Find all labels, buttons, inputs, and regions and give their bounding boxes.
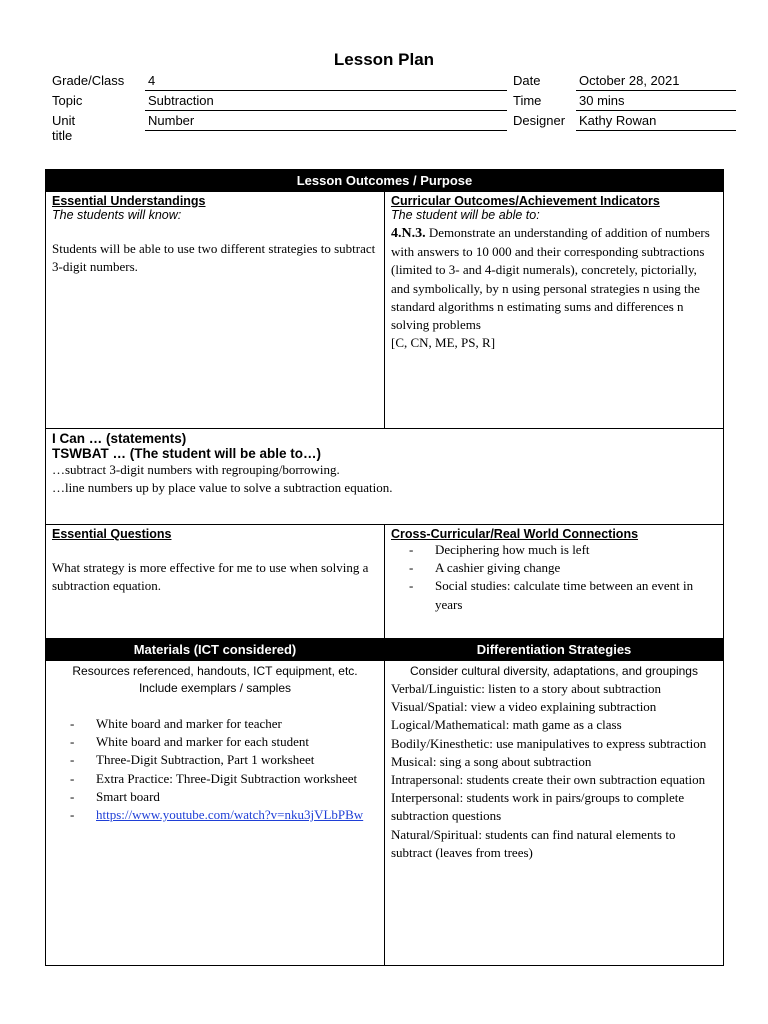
list-item: Visual/Spatial: view a video explaining subtraction	[391, 699, 657, 715]
list-item: Natural/Spiritual: students can find natural elements to subtract (leaves from trees)	[391, 826, 676, 860]
youtube-link[interactable]: https://www.youtube.com/watch?v=nku3jVLbPBw	[96, 807, 364, 823]
i-can-cell	[46, 429, 724, 525]
eq-heading: Essential Questions	[52, 527, 172, 541]
list-item: Interpersonal: students work in pairs/groups to complete subtraction questions	[391, 790, 685, 824]
date-value: October 28, 2021	[576, 73, 736, 91]
list-item: - Three-Digit Subtraction, Part 1 worksheet	[70, 751, 378, 769]
co-code: 4.N.3.	[391, 226, 426, 241]
materials-list	[52, 715, 378, 824]
eq-text: What strategy is more effective for me to use when solving a subtraction equation.	[52, 560, 369, 594]
co-intro: The student will be able to:	[391, 208, 540, 222]
date-label: Date	[513, 73, 541, 88]
list-item: - Deciphering how much is left	[409, 541, 717, 559]
connections-heading: Cross-Curricular/Real World Connections	[391, 527, 639, 541]
materials-heading: Materials (ICT considered)	[46, 639, 385, 661]
differentiation-note: Consider cultural diversity, adaptations, and groupings	[410, 664, 698, 678]
curricular-outcomes-cell	[385, 192, 724, 429]
i-can-line1: I Can … (statements)	[52, 431, 187, 446]
eu-text: Students will be able to use two different strategies to subtract 3-digit numbers.	[52, 241, 376, 275]
i-can-line2: TSWBAT … (The student will be able to…)	[52, 446, 321, 461]
eu-intro: The students will know:	[52, 208, 182, 222]
outcomes-heading: Lesson Outcomes / Purpose	[46, 170, 724, 192]
time-label: Time	[513, 93, 542, 108]
co-heading: Curricular Outcomes/Achievement Indicators	[391, 194, 660, 208]
designer-value: Kathy Rowan	[576, 113, 736, 131]
connections-cell	[385, 525, 724, 639]
essential-questions-cell	[46, 525, 385, 639]
grade-label: Grade/Class	[52, 73, 125, 88]
list-item: - Social studies: calculate time between an event in years	[409, 577, 717, 613]
list-item: - Extra Practice: Three-Digit Subtraction worksheet	[70, 770, 378, 788]
eu-heading: Essential Understandings	[52, 194, 206, 208]
differentiation-heading: Differentiation Strategies	[385, 639, 724, 661]
materials-note: Resources referenced, handouts, ICT equipment, etc.	[72, 664, 358, 678]
topic-label: Topic	[52, 93, 83, 108]
i-can-item: …line numbers up by place value to solve a subtraction equation.	[52, 480, 393, 496]
differentiation-cell	[385, 661, 724, 966]
list-item: Bodily/Kinesthetic: use manipulatives to express subtraction	[391, 735, 707, 751]
unit-value: Number	[145, 113, 507, 131]
page-title: Lesson Plan	[333, 50, 435, 69]
list-item: - White board and marker for each student	[70, 733, 378, 751]
list-item: Musical: sing a song about subtraction	[391, 753, 592, 769]
co-text: Demonstrate an understanding of addition of numbers with answers to 10 000 and their corresponding subtractions (limited to 3- and 4-digit numerals), concretely, pictorially, and symbolically, by n using personal strategies n using the standard algorithms n estimating sums and differences n solving problems	[391, 225, 710, 333]
unit-label: Unit title	[52, 113, 76, 143]
list-item: Logical/Mathematical: math game as a class	[391, 717, 622, 733]
list-item	[70, 806, 378, 824]
connections-list	[391, 541, 717, 614]
topic-value: Subtraction	[145, 93, 507, 111]
co-text-block	[391, 224, 717, 334]
list-item: - White board and marker for teacher	[70, 715, 378, 733]
list-item: Verbal/Linguistic: listen to a story about subtraction	[391, 681, 662, 696]
designer-label: Designer	[513, 113, 566, 128]
materials-cell	[46, 661, 385, 966]
list-item: - Smart board	[70, 788, 378, 806]
time-value: 30 mins	[576, 93, 736, 111]
list-item: Intrapersonal: students create their own subtraction equation	[391, 772, 706, 788]
lesson-plan-table	[45, 169, 724, 966]
i-can-item: …subtract 3-digit numbers with regrouping/borrowing.	[52, 462, 340, 477]
materials-note: Include exemplars / samples	[138, 681, 292, 695]
list-item: - A cashier giving change	[409, 559, 717, 577]
essential-understandings-cell	[46, 192, 385, 429]
grade-value: 4	[145, 73, 507, 91]
co-codes: [C, CN, ME, PS, R]	[391, 335, 496, 351]
